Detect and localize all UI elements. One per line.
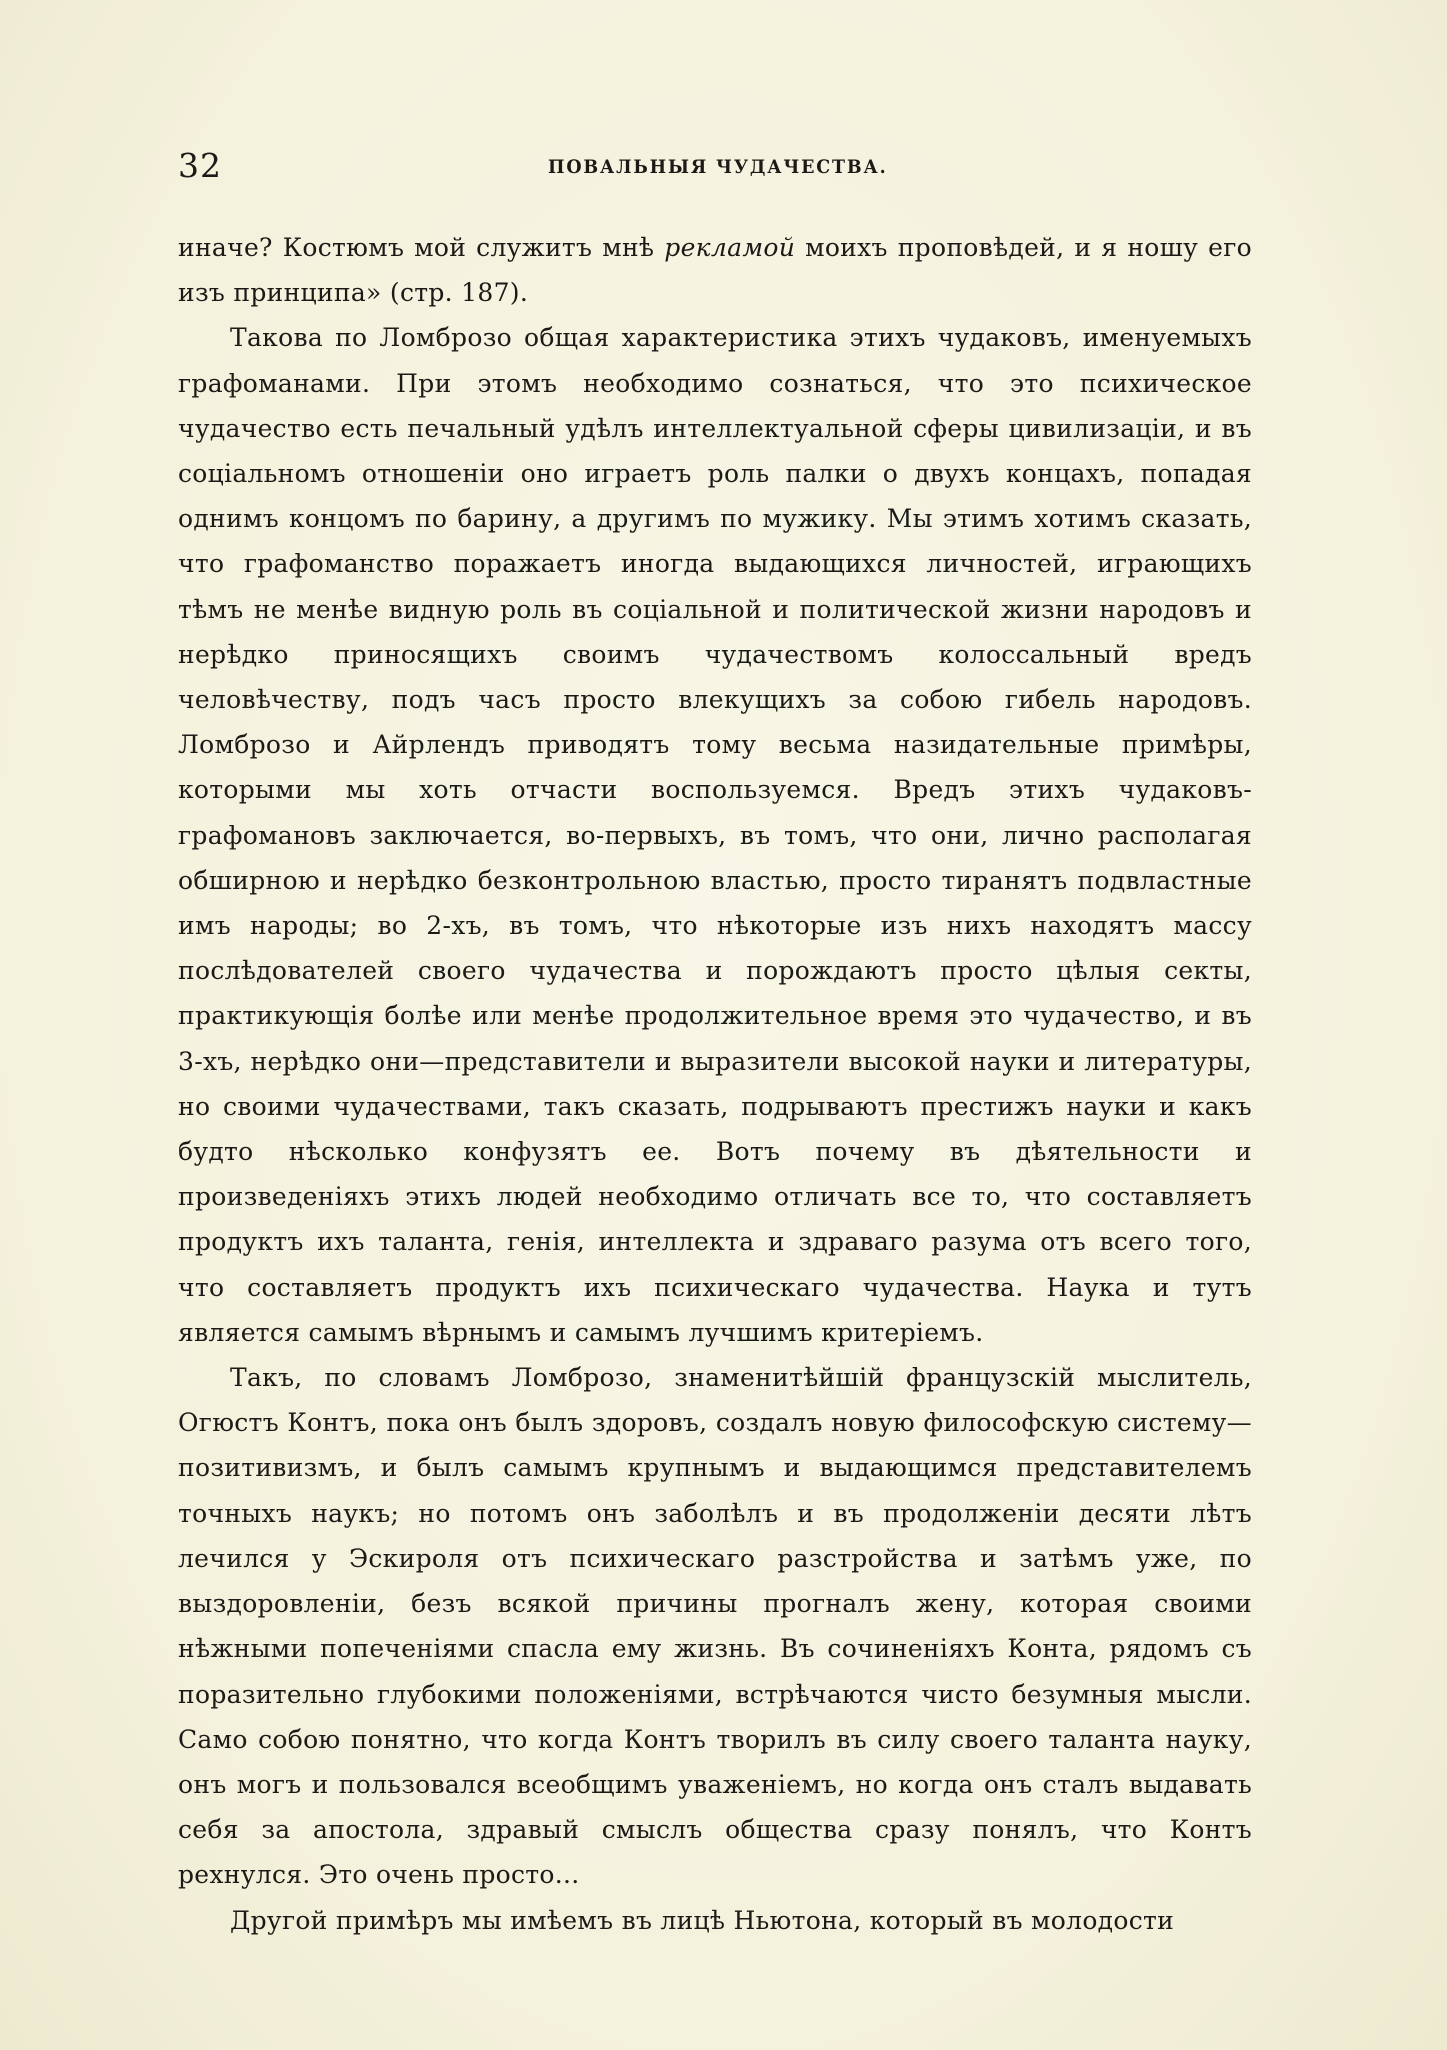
- paragraph-comte: Такъ, по словамъ Ломброзо, знаменитѣйшій французскій мыслитель, Огюстъ Контъ, пока онъ былъ здоровъ, создалъ новую философскую систему—позитивизмъ, и былъ самымъ крупнымъ и выдающимся представителемъ точныхъ наукъ; но потомъ онъ заболѣлъ и въ продолженіи десяти лѣтъ лечился у Эскироля отъ психическаго разстройства и затѣмъ уже, по выздоровленіи, безъ всякой причины прогналъ жену, которая своими нѣжными попеченіями спасла ему жизнь. Въ сочиненіяхъ Конта, рядомъ съ поразительно глубокими положеніями, встрѣчаются чисто безумныя мысли. Само собою понятно, что когда Контъ творилъ въ силу своего таланта науку, онъ могъ и пользовался всеобщимъ уваженіемъ, но когда онъ сталъ выдавать себя за апостола, здравый смыслъ общества сразу понялъ, что Контъ рехнулся. Это очень просто...: [178, 1363, 1252, 1890]
- page-header: [178, 146, 1252, 190]
- paragraph-text-before: иначе? Костюмъ мой служитъ мнѣ: [178, 233, 665, 262]
- paragraph-graphomania: Такова по Ломброзо общая характеристика этихъ чудаковъ, именуемыхъ графоманами. При этомъ необходимо сознаться, что это психическое чудачество есть печальный удѣлъ интеллектуальной сферы цивилизаціи, и въ соціальномъ отношеніи оно играетъ роль палки о двухъ концахъ, попадая однимъ концомъ по барину, а другимъ по мужику. Мы этимъ хотимъ сказать, что графоманство поражаетъ иногда выдающихся личностей, играющихъ тѣмъ не менѣе видную роль въ соціальной и политической жизни народовъ и нерѣдко приносящихъ своимъ чудачествомъ колоссальный вредъ человѣчеству, подъ часъ просто влекущихъ за собою гибель народовъ. Ломброзо и Айрлендъ приводятъ тому весьма назидательные примѣры, которыми мы хоть отчасти воспользуемся. Вредъ этихъ чудаковъ-графомановъ заключается, во-первыхъ, въ томъ, что они, лично располагая обширною и нерѣдко безконтрольною властью, просто тиранятъ подвластные имъ народы; во 2-хъ, въ томъ, что нѣкоторые изъ нихъ находятъ массу послѣдователей своего чудачества и порождаютъ просто цѣлыя секты, практикующія болѣе или менѣе продолжительное время это чудачество, и въ 3-хъ, нерѣдко они—представители и выразители высокой науки и литературы, но своими чудачествами, такъ сказать, подрываютъ престижъ науки и какъ будто нѣсколько конфузятъ ее. Вотъ почему въ дѣятельности и произведеніяхъ этихъ людей необходимо отличать все то, что составляетъ продуктъ ихъ таланта, генія, интеллекта и здраваго разума отъ всего того, что составляетъ продуктъ ихъ психическаго чудачества. Наука и тутъ является самымъ вѣрнымъ и самымъ лучшимъ критеріемъ.: [178, 323, 1252, 1347]
- paragraph-text-after: моихъ проповѣдей, и я ношу его изъ принципа» (стр. 187).: [178, 233, 1252, 308]
- running-title: ПОВАЛЬНЫЯ ЧУДАЧЕСТВА.: [548, 156, 888, 178]
- page-body: [178, 225, 1252, 1943]
- italic-emphasis: рекламой: [664, 233, 796, 262]
- page-number: 32: [178, 146, 222, 185]
- paragraph-newton: Другой примѣръ мы имѣемъ въ лицѣ Ньютона, который въ молодости: [230, 1905, 1175, 1935]
- paragraph-continuation: [178, 225, 1252, 315]
